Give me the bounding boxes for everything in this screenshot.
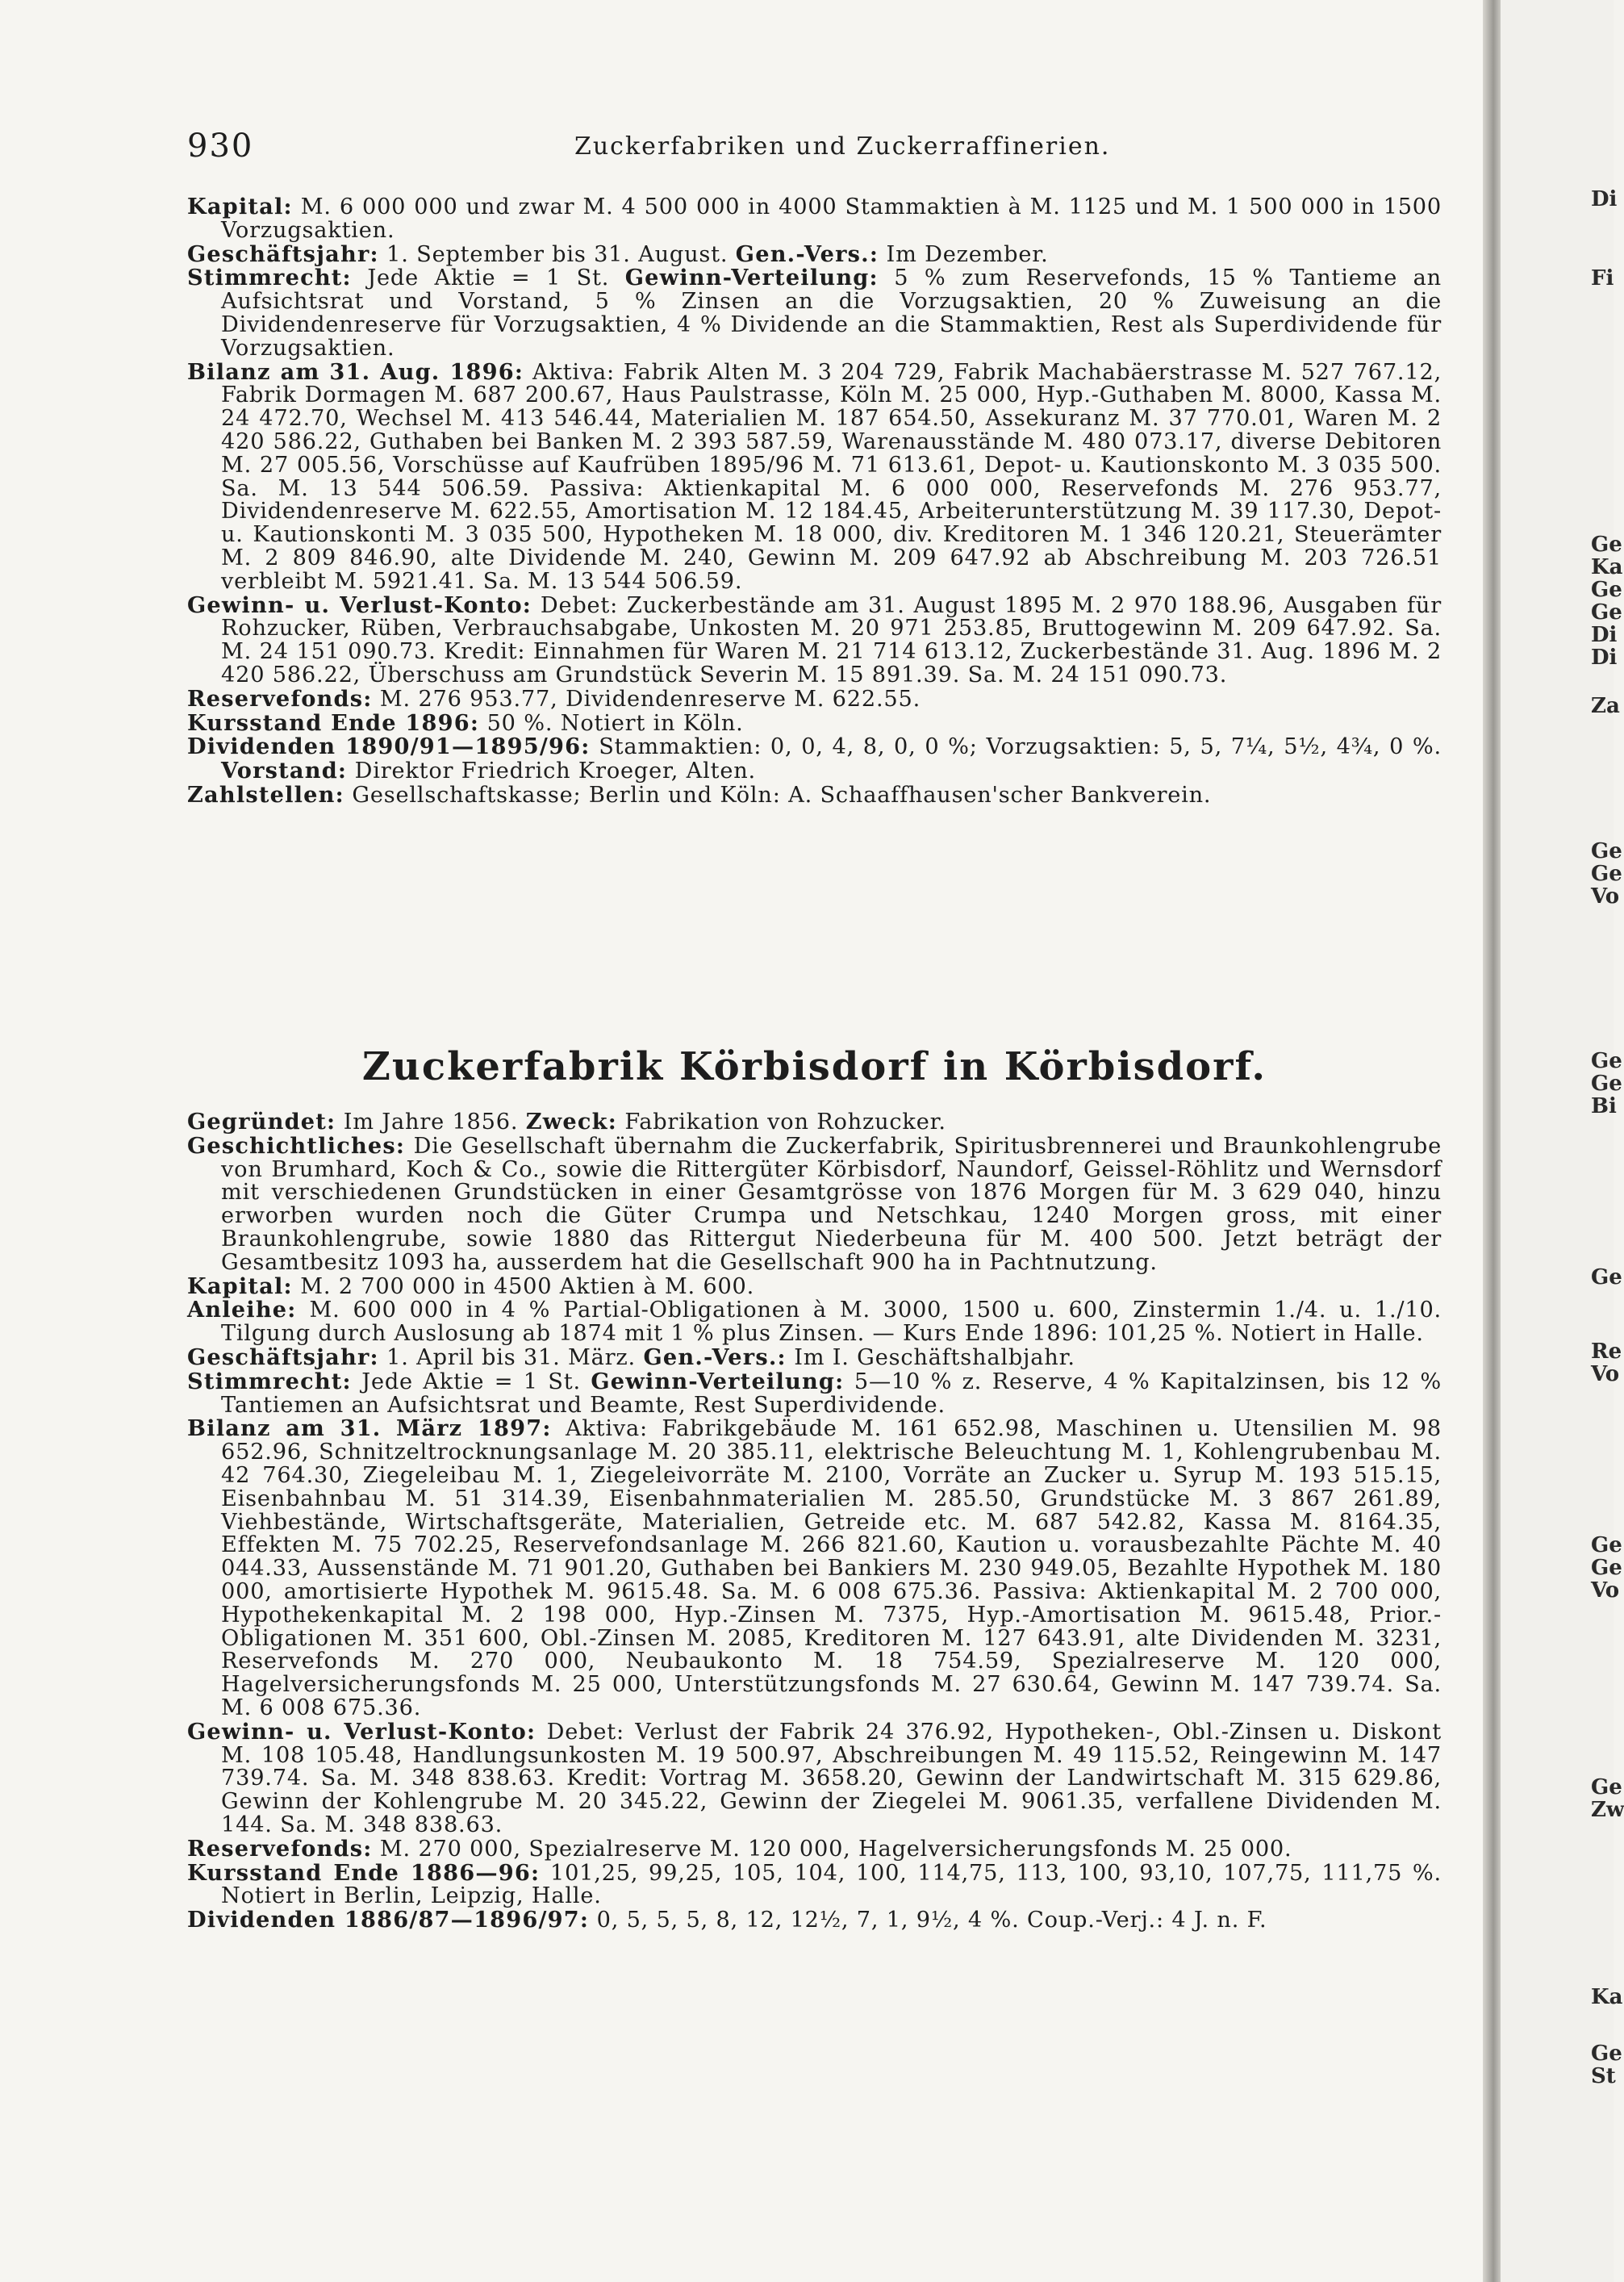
entry-label: Stimmrecht: xyxy=(187,265,352,291)
margin-fragment: Ge xyxy=(1591,1049,1622,1073)
margin-fragment: Ka xyxy=(1591,555,1623,579)
entry-text: M. 600 000 in 4 % Partial-Obligationen à M. 3000, 1500 u. 600, Zinstermin 1./4. u. 1./10. Tilgung durch Auslosung ab 1874 mit 1 % plus Zinsen. — Kurs Ende 1896: 101,25 %. Notiert in Halle. xyxy=(221,1298,1442,1347)
entry-label: Gewinn-Verteilung: xyxy=(591,1368,845,1394)
entry-text: 1. September bis 31. August. xyxy=(386,241,729,267)
margin-fragment: Vo xyxy=(1591,884,1620,909)
entry-text: 101,25, 99,25, 105, 104, 100, 114,75, 113, 100, 93,10, 107,75, 111,75 %. Notiert in Berlin, Leipzig, Halle. xyxy=(221,1860,1442,1909)
entry-label: Dividenden 1890/91—1895/96: xyxy=(187,734,591,760)
entry-text: Debet: Zuckerbestände am 31. August 1895 M. 2 970 188.96, Ausgaben für Rohzucker, Rüben, Verbrauchsabgabe, Unkosten M. 20 971 253.85, Bruttogewinn M. 209 647.92. Sa. M. 24 151 090.73. Kredit: Einnahmen für Waren M. 21 714 613.12, Zuckerbestände 31. Aug. 1896 M. 2 420 586.22, Überschuss am Grundstück Severin M. 15 891.39. Sa. M. 24 151 090.73. xyxy=(221,592,1442,688)
entry-text: Stammaktien: 0, 0, 4, 8, 0, 0 %; Vorzugsaktien: 5, 5, 7¼, 5½, 4¾, 0 %. xyxy=(599,734,1442,760)
entry-text: M. 2 700 000 in 4500 Aktien à M. 600. xyxy=(300,1273,755,1299)
entry-label: Zweck: xyxy=(525,1109,617,1135)
margin-fragment: Ge xyxy=(1591,1775,1622,1799)
entry-text: Jede Aktie = 1 St. xyxy=(361,1369,581,1394)
margin-fragment: Zw xyxy=(1591,1798,1624,1822)
entry-label: Reservefonds: xyxy=(187,1835,373,1862)
entry-text: 1. April bis 31. März. xyxy=(386,1344,636,1370)
margin-fragment: Di xyxy=(1591,623,1618,647)
company-title: Zuckerfabrik Körbisdorf in Körbisdorf. xyxy=(361,1044,1267,1089)
entry xyxy=(187,1859,1442,1909)
margin-fragment: Za xyxy=(1591,694,1620,718)
entry xyxy=(187,1720,1442,1837)
entry-text: Debet: Verlust der Fabrik 24 376.92, Hypotheken-, Obl.-Zinsen u. Diskont M. 108 105.48, Handlungsunkosten M. 19 500.97, Abschreibungen M. 49 115.52, Reingewinn M. 147 739.74. Sa. M. 348 838.63. Kredit: Vortrag M. 3658.20, Gewinn der Landwirtschaft M. 315 629.86, Gewinn der Kohlengrube M. 20 345.22, Gewinn der Ziegelei M. 9061.35, verfallene Dividenden M. 144. Sa. M. 348 838.63. xyxy=(221,1719,1442,1837)
entry-text: 0, 5, 5, 5, 8, 12, 12½, 7, 1, 9½, 4 %. Coup.-Verj.: 4 J. n. F. xyxy=(596,1908,1267,1933)
page-number: 930 xyxy=(187,127,254,165)
entry-label: Bilanz am 31. März 1897: xyxy=(187,1415,552,1442)
entry xyxy=(187,1298,1442,1346)
margin-fragment: Ge xyxy=(1591,1556,1622,1580)
entry-label: Kapital: xyxy=(187,194,293,219)
entry-label: Gen.-Vers.: xyxy=(643,1344,787,1370)
entry-text: Im Jahre 1856. xyxy=(343,1110,519,1135)
page-header xyxy=(187,121,1442,169)
entry-text: 50 %. Notiert in Köln. xyxy=(486,710,744,736)
entry-label: Bilanz am 31. Aug. 1896: xyxy=(187,358,524,385)
entry xyxy=(187,709,1442,736)
margin-fragment: Ge xyxy=(1591,1533,1622,1557)
entry-label: Zahlstellen: xyxy=(187,781,344,808)
entry-text: Fabrikation von Rohzucker. xyxy=(624,1110,946,1135)
margin-fragment: Vo xyxy=(1591,1578,1620,1603)
entry xyxy=(187,1346,1442,1370)
entry xyxy=(187,195,1442,243)
entry-label: Stimmrecht: xyxy=(187,1368,352,1394)
margin-fragment: Re xyxy=(1591,1340,1622,1364)
entry-text: M. 270 000, Spezialreserve M. 120 000, Hagelversicherungsfonds M. 25 000. xyxy=(379,1836,1292,1862)
entry-label: Kursstand Ende 1886—96: xyxy=(187,1859,541,1886)
entry-text: Aktiva: Fabrikgebäude M. 161 652.98, Maschinen u. Utensilien M. 98 652.96, Schnitzeltrocknungsanlage M. 20 385.11, elektrische Beleuchtung M. 1, Kohlengrubenbau M. 42 764.30, Ziegeleibau M. 1, Ziegeleivorräte M. 2100, Vorräte an Zucker u. Syrup M. 193 515.15, Eisenbahnbau M. 51 314.39, Eisenbahnmaterialien M. 285.50, Grundstücke M. 3 867 261.89, Viehbestände, Wirtschaftsgeräte, Materialien, Getreide etc. M. 687 542.82, Kassa M. 8164.35, Effekten M. 75 702.25, Reservefondsanlage M. 266 821.60, Kaution u. vorausbezahlte Pächte M. 40 044.33, Aussenstände M. 71 901.20, Guthaben bei Bankiers M. 230 949.05, Bezahlte Hypothek M. 180 000, amortisierte Hypothek M. 9615.48. Sa. M. 6 008 675.36. Passiva: Aktienkapital M. 2 700 000, Hypothekenkapital M. 2 198 000, Hyp.-Zinsen M. 7375, Hyp.-Amortisation M. 9615.48, Prior.-Obligationen M. 351 600, Obl.-Zinsen M. 2085, Kreditoren M. 127 643.91, alte Dividenden M. 3231, Reservefonds M. 270 000, Neubaukonto M. 18 754.59, Spezialreserve M. 120 000, Hagelversicherungsfonds M. 25 000, Unterstützungsfonds M. 27 630.64, Gewinn M. 147 739.74. Sa. M. 6 008 675.36. xyxy=(221,1416,1442,1720)
entry xyxy=(187,1908,1442,1933)
running-title: Zuckerfabriken und Zuckerraffinerien. xyxy=(574,132,1111,161)
entry-label: Reservefonds: xyxy=(187,685,373,712)
entry-label: Kapital: xyxy=(187,1273,293,1299)
book-gutter xyxy=(1483,0,1501,2282)
margin-fragment: Ge xyxy=(1591,578,1622,602)
right-page-edge xyxy=(1501,0,1614,2282)
entry-text: Gesellschaftskasse; Berlin und Köln: A. Schaaffhausen'scher Bankverein. xyxy=(352,782,1212,808)
entry-label: Vorstand: xyxy=(221,758,348,784)
entry xyxy=(187,781,1442,808)
entry xyxy=(187,1132,1442,1275)
entry-label: Kursstand Ende 1896: xyxy=(187,709,480,736)
entry-label: Gewinn- u. Verlust-Konto: xyxy=(187,591,532,618)
entry-text: 5—10 % z. Reserve, 4 % Kapitalzinsen, bis 12 % Tantiemen an Aufsichtsrat und Beamte, Rest Superdividende. xyxy=(221,1369,1442,1418)
previous-company-section xyxy=(187,195,1442,808)
entry-label: Anleihe: xyxy=(187,1297,297,1323)
margin-fragment: Ge xyxy=(1591,2042,1622,2066)
entry xyxy=(187,1837,1442,1862)
entry-label: Gegründet: xyxy=(187,1109,336,1135)
margin-fragment: Bi xyxy=(1591,1094,1617,1118)
margin-fragment: Ge xyxy=(1591,1072,1622,1096)
entry-text: Direktor Friedrich Kroeger, Alten. xyxy=(354,759,756,784)
entry-label: Gewinn-Verteilung: xyxy=(624,265,879,291)
entry-text: Im I. Geschäftshalbjahr. xyxy=(794,1344,1075,1370)
margin-fragment: Di xyxy=(1591,646,1618,670)
entry xyxy=(187,1110,1442,1135)
entry xyxy=(187,240,1442,267)
entry xyxy=(187,1275,1442,1299)
margin-fragment: Ge xyxy=(1591,533,1622,557)
entry xyxy=(187,358,1442,594)
margin-fragment: St xyxy=(1591,2064,1616,2088)
entry xyxy=(187,591,1442,688)
margin-fragment: Ka xyxy=(1591,1985,1623,2009)
entry-label: Geschäftsjahr: xyxy=(187,1344,379,1370)
margin-fragment: Fi xyxy=(1591,266,1614,290)
margin-fragment: Ge xyxy=(1591,600,1622,625)
margin-fragment: Ge xyxy=(1591,839,1622,863)
entry-text: M. 276 953.77, Dividendenreserve M. 622.55. xyxy=(379,686,921,712)
entry-label: Geschäftsjahr: xyxy=(187,240,379,267)
entry-label: Dividenden 1886/87—1896/97: xyxy=(187,1907,590,1933)
entry-text: Jede Aktie = 1 St. xyxy=(367,265,610,291)
entry-label: Gen.-Vers.: xyxy=(735,240,879,267)
entry xyxy=(187,1370,1442,1418)
margin-fragment: Ge xyxy=(1591,862,1622,886)
margin-fragment: Ge xyxy=(1591,1265,1622,1289)
entry xyxy=(187,735,1442,784)
entry xyxy=(187,1417,1442,1720)
koerbisdorf-section xyxy=(187,1110,1442,1933)
entry-text: M. 6 000 000 und zwar M. 4 500 000 in 4000 Stammaktien à M. 1125 und M. 1 500 000 in 1500 Vorzugsaktien. xyxy=(221,194,1442,243)
entry-text: Die Gesellschaft übernahm die Zuckerfabrik, Spiritusbrennerei und Braunkohlengrube von Brumhard, Koch & Co., sowie die Rittergüter Körbisdorf, Naundorf, Geissel-Röhlitz und Wernsdorf mit verschiedenen Grundstücken in einer Gesamtgrösse von 1876 Morgen für M. 3 629 040, hinzu erworben wurden noch die Güter Crumpa und Netschkau, 1240 Morgen gross, mit einer Braunkohlengrube, sowie 1880 das Rittergut Niederbeuna für M. 400 500. Jetzt beträgt der Gesamtbesitz 1093 ha, ausserdem hat die Gesellschaft 900 ha in Pachtnutzung. xyxy=(221,1133,1442,1275)
entry-text: Aktiva: Fabrik Alten M. 3 204 729, Fabrik Machabäerstrasse M. 527 767.12, Fabrik Dormagen M. 687 200.67, Haus Paulstrasse, Köln M. 25 000, Hyp.-Guthaben M. 8000, Kassa M. 24 472.70, Wechsel M. 413 546.44, Materialien M. 187 654.50, Assekuranz M. 37 770.01, Waren M. 2 420 586.22, Guthaben bei Banken M. 2 393 587.59, Warenausstände M. 480 073.17, diverse Debitoren M. 27 005.56, Vorschüsse auf Kaufrüben 1895/96 M. 71 613.61, Depot- u. Kautionskonto M. 3 035 500. Sa. M. 13 544 506.59. Passiva: Aktienkapital M. 6 000 000, Reservefonds M. 276 953.77, Dividendenreserve M. 622.55, Amortisation M. 12 184.45, Arbeiterunterstützung M. 39 117.30, Depot- u. Kautionskonti M. 3 035 500, Hypotheken M. 18 000, div. Kreditoren M. 1 346 120.21, Steuerämter M. 2 809 846.90, alte Dividende M. 240, Gewinn M. 209 647.92 ab Abschreibung M. 203 726.51 verbleibt M. 5921.41. Sa. M. 13 544 506.59. xyxy=(221,359,1442,594)
entry-label: Gewinn- u. Verlust-Konto: xyxy=(187,1718,536,1745)
entry xyxy=(187,685,1442,712)
entry-label: Geschichtliches: xyxy=(187,1132,406,1159)
entry-text: 5 % zum Reservefonds, 15 % Tantieme an Aufsichtsrat und Vorstand, 5 % Zinsen an die Vorzugsaktien, 20 % Zuweisung an die Dividendenreserve für Vorzugsaktien, 4 % Dividende an die Stammaktien, Rest als Superdividende für Vorzugsaktien. xyxy=(221,265,1442,361)
margin-fragment: Vo xyxy=(1591,1362,1620,1386)
margin-fragment: Di xyxy=(1591,187,1618,211)
entry xyxy=(187,266,1442,360)
entry-text: Im Dezember. xyxy=(886,241,1049,267)
